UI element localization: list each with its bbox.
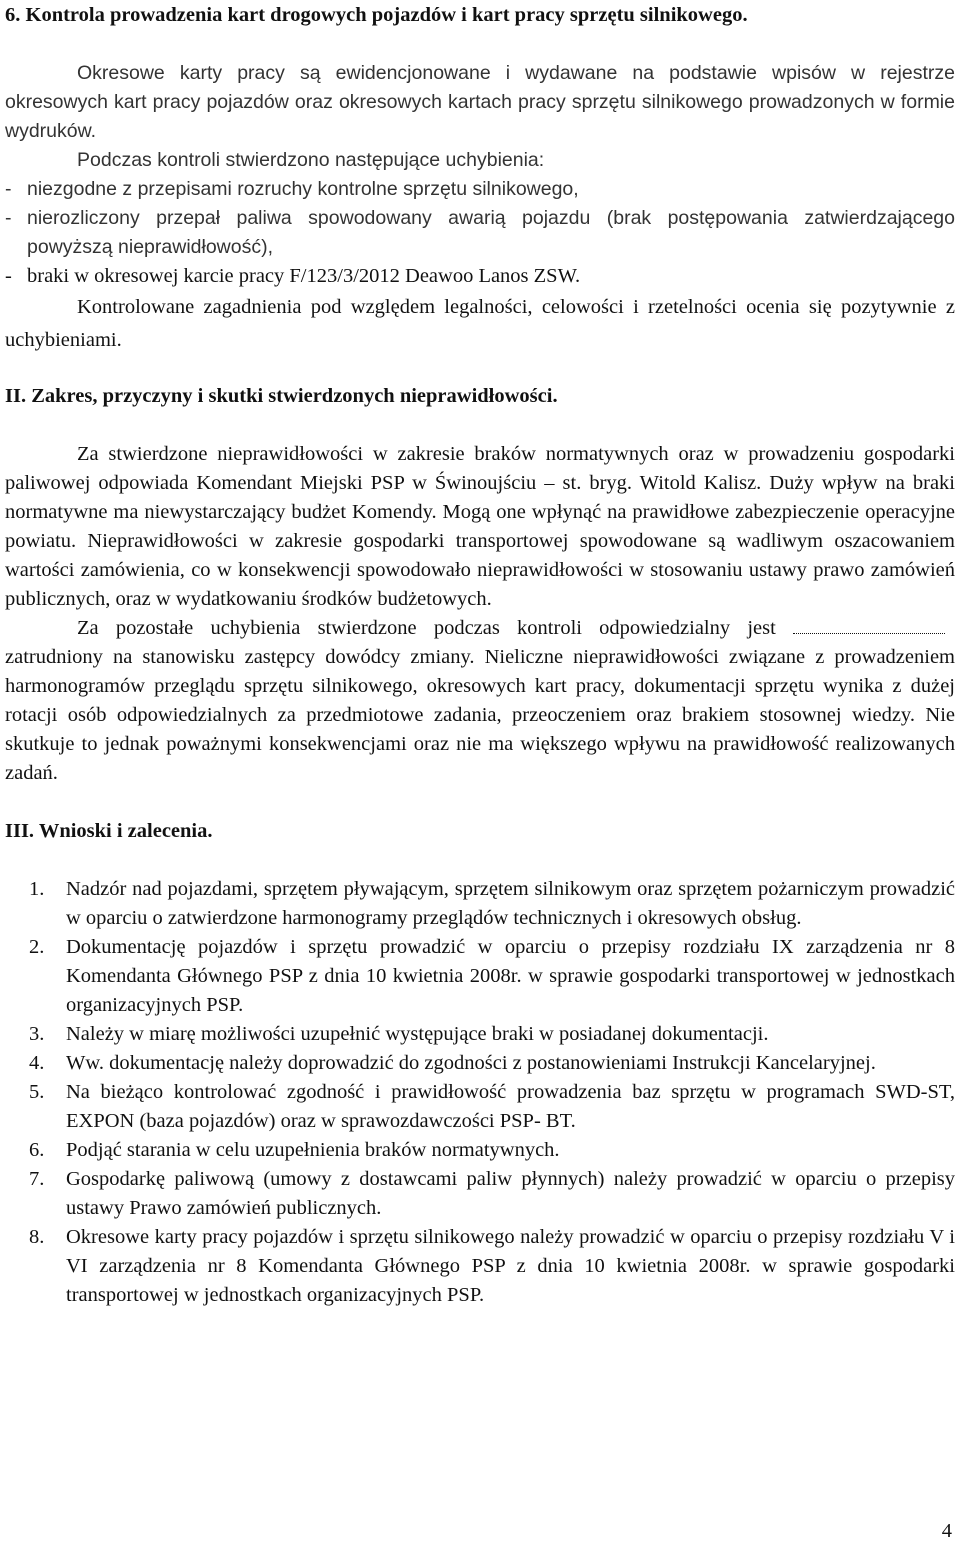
recommendation-item — [29, 875, 955, 933]
section-6-intro: Okresowe karty pracy są ewidencjonowane i wydawane na podstawie wpisów w rejestrze okresowych kart pracy pojazdów oraz okresowych kartach pracy sprzętu silnikowego prowadzonych w formie wydruków. — [5, 62, 955, 142]
recommendation-number: 2. — [29, 936, 45, 958]
redacted-name-placeholder — [793, 615, 945, 634]
dash-bullet: - — [5, 265, 12, 287]
recommendation-item — [29, 1165, 955, 1223]
page-number: 4 — [941, 1520, 952, 1542]
recommendation-item — [29, 1049, 955, 1078]
recommendation-number: 6. — [29, 1139, 45, 1161]
finding-item — [5, 204, 955, 262]
section-6-heading: 6. Kontrola prowadzenia kart drogowych pojazdów i kart pracy sprzętu silnikowego. — [5, 4, 748, 26]
recommendation-number: 5. — [29, 1081, 45, 1103]
recommendation-item — [29, 1020, 955, 1049]
recommendation-text: Dokumentację pojazdów i sprzętu prowadzić w oparciu o przepisy rozdziału IX zarządzenia nr 8 Komendanta Głównego PSP z dnia 10 kwietnia 2008r. w sprawie gospodarki transportowej w jednostkach organizacyjnych PSP. — [66, 936, 955, 1016]
section-2-paragraph-2 — [5, 614, 955, 788]
recommendation-text: Na bieżąco kontrolować zgodność i prawidłowość prowadzenia baz sprzętu w programach SWD-ST, EXPON (baza pojazdów) oraz w sprawozdawczości PSP- BT. — [66, 1081, 955, 1132]
paragraph-2-end: zatrudniony na stanowisku zastępcy dowódcy zmiany. Nieliczne nieprawidłowości związane z prowadzeniem harmonogramów przeglądu sprzętu silnikowego, okresowych kart pracy, dokumentacji sprzętu wynika z dużej rotacji osób odpowiedzialnych za przedmiotowe zadania, przeoczeniem oraz brakiem stosownej wiedzy. Nie skutkuje to jednak poważnymi konsekwencjami oraz nie ma większego wpływu na prawidłowość realizowanych zadań. — [5, 646, 955, 784]
recommendation-text: Podjąć starania w celu uzupełnienia braków normatywnych. — [66, 1139, 560, 1161]
recommendation-item — [29, 1136, 955, 1165]
recommendation-number: 3. — [29, 1023, 45, 1045]
finding-text: niezgodne z przepisami rozruchy kontrolne sprzętu silnikowego, — [27, 178, 579, 200]
recommendation-text: Okresowe karty pracy pojazdów i sprzętu silnikowego należy prowadzić w oparciu o przepisy rozdziału V i VI zarządzenia nr 8 Komendanta Głównego PSP z dnia 10 kwietnia 2008r. w sprawie gospodarki transportowej w jednostkach organizacyjnych PSP. — [66, 1226, 955, 1306]
finding-item — [5, 262, 955, 291]
section-2-paragraph-1: Za stwierdzone nieprawidłowości w zakresie braków normatywnych oraz w prowadzeniu gospodarki paliwowej odpowiada Komendant Miejski PSP w Świnoujściu – st. bryg. Witold Kalisz. Duży wpływ na braki normatywne ma niewystarczający budżet Komendy. Mogą one wpłynąć na prawidłowe zabezpieczenie operacyjne powiatu. Nieprawidłowości w zakresie gospodarki transportowej spowodowane są wadliwym oszacowaniem wartości zamówienia, co w konsekwencji spowodowało nieprawidłowości w stosowaniu ustawy prawo zamówień publicznych, oraz w wydatkowaniu środków budżetowych. — [5, 443, 955, 610]
findings-intro: Podczas kontroli stwierdzono następujące uchybienia: — [77, 149, 545, 171]
recommendation-item — [29, 933, 955, 1020]
recommendation-number: 1. — [29, 878, 45, 900]
section-2-heading: II. Zakres, przyczyny i skutki stwierdzonych nieprawidłowości. — [5, 385, 558, 407]
finding-text: nierozliczony przepał paliwa spowodowany awarią pojazdu (brak postępowania zatwierdzającego powyższą nieprawidłowość), — [27, 207, 955, 258]
recommendation-number: 8. — [29, 1226, 45, 1248]
recommendation-number: 4. — [29, 1052, 45, 1074]
recommendation-item — [29, 1223, 955, 1310]
recommendation-text: Ww. dokumentację należy doprowadzić do zgodności z postanowieniami Instrukcji Kancelaryjnej. — [66, 1052, 876, 1074]
recommendation-text: Nadzór nad pojazdami, sprzętem pływającym, sprzętem silnikowym oraz sprzętem pożarniczym prowadzić w oparciu o zatwierdzone harmonogramy przeglądów technicznych i okresowych obsług. — [66, 878, 955, 929]
paragraph-2-start: Za pozostałe uchybienia stwierdzone podczas kontroli odpowiedzialny jest — [77, 617, 776, 639]
dash-bullet: - — [5, 178, 12, 200]
recommendation-number: 7. — [29, 1168, 45, 1190]
recommendation-item — [29, 1078, 955, 1136]
dash-bullet: - — [5, 207, 12, 229]
section-6-assessment: Kontrolowane zagadnienia pod względem legalności, celowości i rzetelności ocenia się pozytywnie z uchybieniami. — [5, 296, 955, 351]
recommendation-text: Należy w miarę możliwości uzupełnić występujące braki w posiadanej dokumentacji. — [66, 1023, 769, 1045]
recommendations-list — [5, 875, 955, 1310]
section-3-heading: III. Wnioski i zalecenia. — [5, 820, 213, 842]
finding-text: braki w okresowej karcie pracy F/123/3/2012 Deawoo Lanos ZSW. — [27, 265, 581, 287]
page-content — [5, 1, 955, 1310]
recommendation-text: Gospodarkę paliwową (umowy z dostawcami paliw płynnych) należy prowadzić w oparciu o przepisy ustawy Prawo zamówień publicznych. — [66, 1168, 955, 1219]
finding-item — [5, 175, 955, 204]
